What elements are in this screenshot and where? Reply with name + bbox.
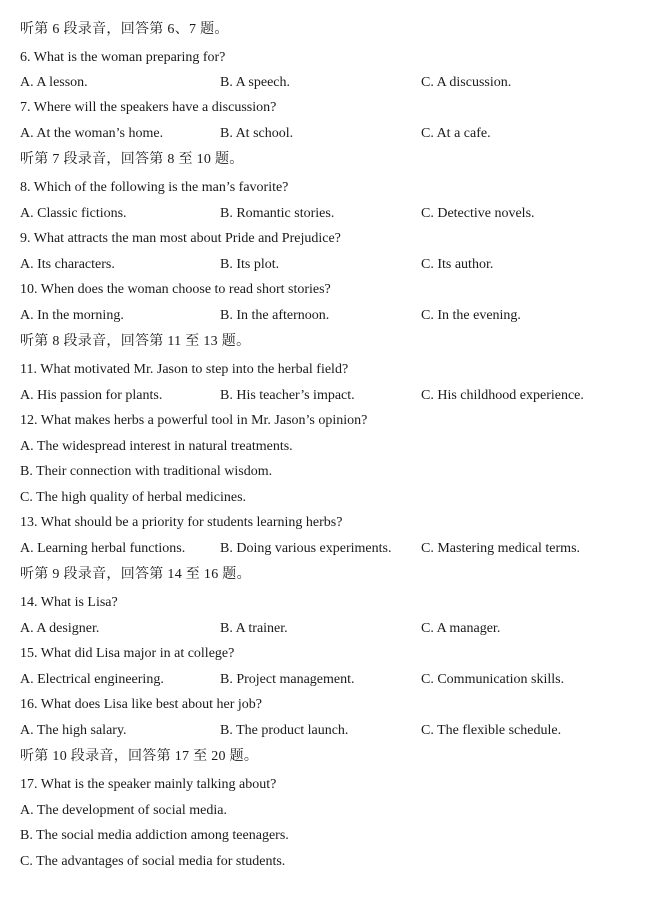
option-b: B. At school.: [220, 126, 294, 141]
option-a: A. A designer.: [20, 621, 100, 636]
section-heading: 听第 9 段录音，回答第 14 至 16 题。: [20, 567, 251, 582]
question-text: 7. Where will the speakers have a discussion?: [20, 100, 277, 115]
question-text: 15. What did Lisa major in at college?: [20, 646, 235, 661]
question-text: 16. What does Lisa like best about her job?: [20, 697, 262, 712]
option-c: C. In the evening.: [421, 308, 521, 323]
option-a: A. Electrical engineering.: [20, 672, 164, 687]
option-b: B. Romantic stories.: [220, 206, 335, 221]
option-a: A. Classic fictions.: [20, 206, 127, 221]
option-a: A. A lesson.: [20, 75, 88, 90]
option-b: B. The social media addiction among teenagers.: [20, 828, 289, 843]
option-a: A. Its characters.: [20, 257, 115, 272]
option-b: B. Their connection with traditional wisdom.: [20, 464, 273, 479]
section-heading: 听第 10 段录音，回答第 17 至 20 题。: [20, 749, 259, 764]
option-c: C. Detective novels.: [421, 206, 535, 221]
option-b: B. Doing various experiments.: [220, 541, 392, 556]
option-c: C. The flexible schedule.: [421, 723, 562, 738]
option-c: C. A discussion.: [421, 75, 512, 90]
option-a: A. The widespread interest in natural treatments.: [20, 439, 293, 454]
option-b: B. The product launch.: [220, 723, 349, 738]
option-b: B. Project management.: [220, 672, 355, 687]
section-heading: 听第 7 段录音，回答第 8 至 10 题。: [20, 152, 244, 167]
option-a: A. The high salary.: [20, 723, 127, 738]
question-text: 17. What is the speaker mainly talking about?: [20, 777, 277, 792]
option-a: A. His passion for plants.: [20, 388, 163, 403]
option-c: C. Communication skills.: [421, 672, 565, 687]
option-a: A. At the woman’s home.: [20, 126, 164, 141]
option-c: C. His childhood experience.: [421, 388, 584, 403]
option-a: A. Learning herbal functions.: [20, 541, 186, 556]
option-a: A. The development of social media.: [20, 803, 227, 818]
option-b: B. A speech.: [220, 75, 290, 90]
option-a: A. In the morning.: [20, 308, 124, 323]
option-c: C. A manager.: [421, 621, 501, 636]
question-text: 6. What is the woman preparing for?: [20, 50, 226, 65]
option-c: C. Its author.: [421, 257, 494, 272]
question-text: 9. What attracts the man most about Pride and Prejudice?: [20, 231, 341, 246]
question-text: 10. When does the woman choose to read short stories?: [20, 282, 331, 297]
question-text: 14. What is Lisa?: [20, 595, 118, 610]
section-heading: 听第 8 段录音，回答第 11 至 13 题。: [20, 334, 251, 349]
section-heading: 听第 6 段录音，回答第 6、7 题。: [20, 22, 229, 37]
question-text: 8. Which of the following is the man’s favorite?: [20, 180, 289, 195]
option-b: B. Its plot.: [220, 257, 280, 272]
option-c: C. Mastering medical terms.: [421, 541, 581, 556]
option-b: B. In the afternoon.: [220, 308, 330, 323]
option-c: C. At a cafe.: [421, 126, 491, 141]
option-b: B. His teacher’s impact.: [220, 388, 355, 403]
question-text: 11. What motivated Mr. Jason to step into the herbal field?: [20, 362, 349, 377]
option-c: C. The advantages of social media for students.: [20, 854, 286, 869]
question-text: 13. What should be a priority for students learning herbs?: [20, 515, 343, 530]
option-b: B. A trainer.: [220, 621, 288, 636]
option-c: C. The high quality of herbal medicines.: [20, 490, 247, 505]
question-text: 12. What makes herbs a powerful tool in Mr. Jason’s opinion?: [20, 413, 368, 428]
